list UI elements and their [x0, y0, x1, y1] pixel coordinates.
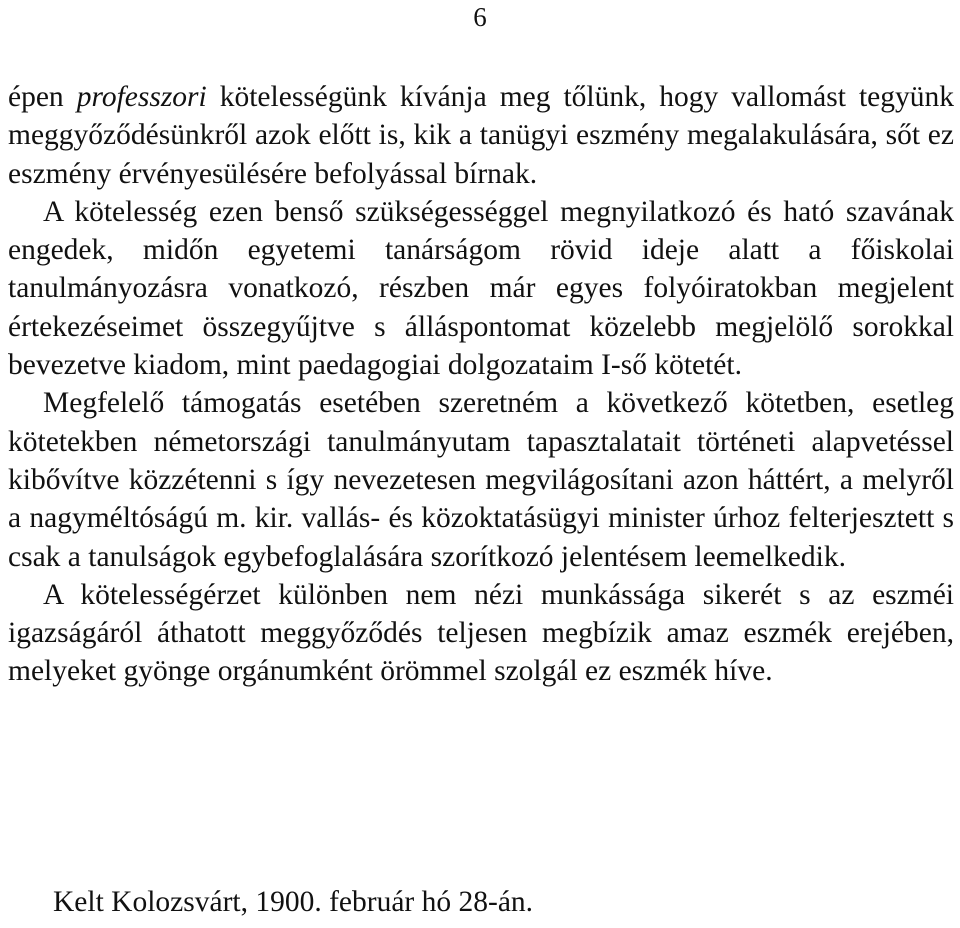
body-text	[8, 78, 954, 691]
paragraph-2: A kötelesség ezen benső szükségességgel megnyilatkozó és ható szavának engedek, midőn egyetemi tanárságom rövid ideje alatt a főiskolai tanulmányozásra vonatkozó, részben már egyes folyóiratokban megjelent értekezéseimet összegyűjtve s álláspontomat közelebb megjelölő sorokkal bevezetve kiadom, mint paedagogiai dolgozataim I-ső kötetét.	[8, 195, 954, 382]
paragraph-1-rest: kötelességünk kívánja meg tőlünk, hogy vallomást tegyünk meggyőződésünkről azok előtt is, kik a tanügyi eszmény megalakulására, sőt ez eszmény érvényesülésére befolyással bírnak.	[8, 81, 954, 190]
italic-word: professzori	[76, 81, 207, 113]
dateline: Kelt Kolozsvárt, 1900. február hó 28-án.	[53, 886, 534, 918]
paragraph-1-lead: épen	[8, 81, 77, 113]
paragraph-4: A kötelességérzet különben nem nézi munkássága sikerét s az eszméi igazságáról áthatott meggyőződés teljesen megbízik amaz eszmék erejében, melyeket gyönge orgánumként örömmel szolgál ez eszmék híve.	[8, 578, 954, 688]
paragraph-1	[8, 78, 954, 193]
paragraph-3: Megfelelő támogatás esetében szeretném a következő kötetben, esetleg kötetekben németországi tanulmányutam tapasztalatait történeti alapvetéssel kibővítve közzétenni s így nevezetesen megvilágosítani azon háttért, a melyről a nagyméltóságú m. kir. vallás- és közoktatásügyi minister úrhoz felterjesztett s csak a tanulságok egybefoglalására szorítkozó jelentésem leemelkedik.	[8, 387, 954, 573]
page-number: 6	[473, 2, 487, 32]
